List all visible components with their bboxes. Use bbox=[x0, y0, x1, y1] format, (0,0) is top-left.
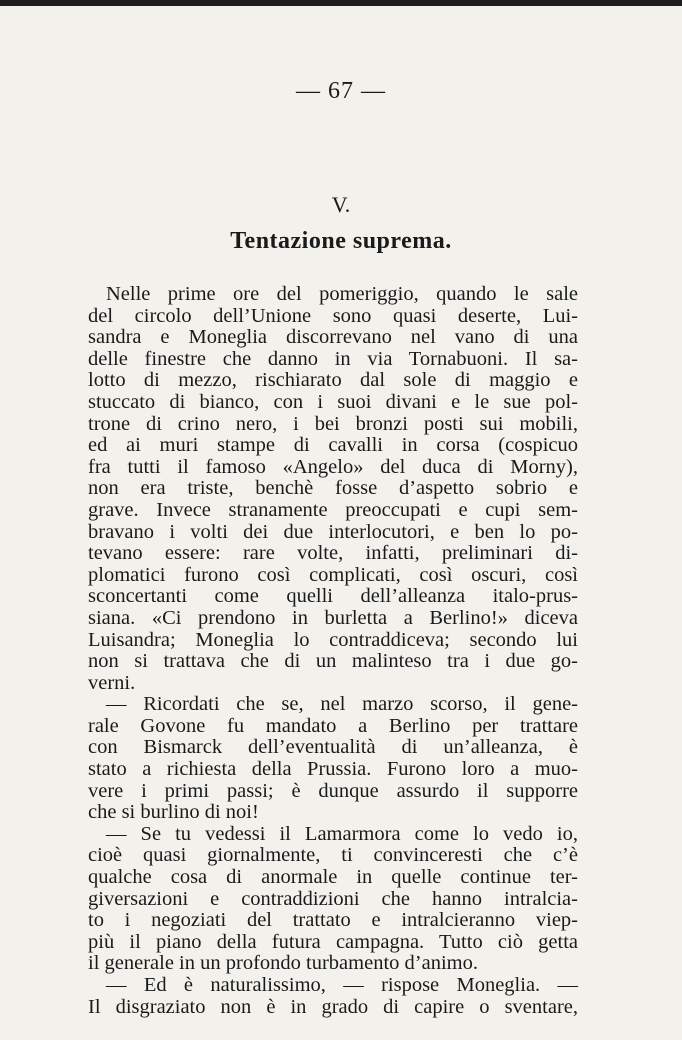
text-line: qualche cosa di anormale in quelle continue ter- bbox=[88, 866, 578, 889]
text-line: lotto di mezzo, rischiarato dal sole di maggio e bbox=[88, 369, 578, 392]
text-line: Nelle prime ore del pomeriggio, quando le sale bbox=[106, 283, 578, 305]
text-line: to i negoziati del trattato e intralcieranno viep- bbox=[88, 909, 578, 932]
text-line: tevano essere: rare volte, infatti, preliminari di- bbox=[88, 542, 578, 565]
text-line: delle finestre che danno in via Tornabuoni. Il sa- bbox=[88, 347, 578, 370]
text-line: bravano i volti dei due interlocutori, e ben lo po- bbox=[88, 520, 578, 543]
text-line: che si burlino di noi! bbox=[88, 801, 259, 824]
text-line: rale Govone fu mandato a Berlino per trattare bbox=[88, 714, 578, 737]
text-line: stuccato di bianco, con i suoi divani e le sue pol- bbox=[88, 390, 578, 413]
text-line: non era triste, benchè fosse d’aspetto sobrio e bbox=[88, 477, 578, 500]
text-line: cioè quasi giornalmente, ti convinceresti che c’è bbox=[88, 844, 578, 867]
text-line: sandra e Moneglia discorrevano nel vano di una bbox=[88, 326, 578, 349]
text-line: con Bismarck dell’eventualità di un’alleanza, è bbox=[88, 736, 578, 759]
text-line: — Ed è naturalissimo, — rispose Moneglia. — bbox=[106, 974, 578, 996]
text-line: il generale in un profondo turbamento d’animo. bbox=[88, 952, 478, 975]
text-line: Il disgraziato non è in grado di capire o sventare, bbox=[88, 995, 578, 1018]
text-line: giversazioni e contraddizioni che hanno intralcia- bbox=[88, 887, 578, 910]
text-line: più il piano della futura campagna. Tutto ciò getta bbox=[88, 930, 578, 953]
page-top-edge bbox=[0, 0, 682, 6]
text-line: vere i primi passi; è dunque assurdo il supporre bbox=[88, 779, 578, 802]
text-line: fra tutti il famoso «Angelo» del duca di Morny), bbox=[88, 455, 578, 478]
text-line: sconcertanti come quelli dell’alleanza italo-prus- bbox=[88, 585, 578, 608]
text-line: stato a richiesta della Prussia. Furono loro a muo- bbox=[88, 758, 578, 781]
body-text bbox=[88, 284, 578, 1018]
text-line: trone di crino nero, i bei bronzi posti sui mobili, bbox=[88, 412, 578, 435]
text-line: Luisandra; Moneglia lo contraddiceva; secondo lui bbox=[88, 628, 578, 651]
text-line: non si trattava che di un malinteso tra i due go- bbox=[88, 650, 578, 673]
chapter-title: Tentazione suprema. bbox=[230, 228, 452, 254]
page-number: — 67 — bbox=[296, 78, 386, 104]
text-line: plomatici furono così complicati, così oscuri, così bbox=[88, 563, 578, 586]
text-line: grave. Invece stranamente preoccupati e cupi sem- bbox=[88, 498, 578, 521]
text-line: siana. «Ci prendono in burletta a Berlino!» diceva bbox=[88, 606, 578, 629]
text-line: del circolo dell’Unione sono quasi deserte, Lui- bbox=[88, 304, 578, 327]
text-line: ed ai muri stampe di cavalli in corsa (cospicuo bbox=[88, 434, 578, 457]
text-line: verni. bbox=[88, 671, 136, 694]
chapter-number: V. bbox=[331, 192, 351, 217]
text-line: — Se tu vedessi il Lamarmora come lo vedo io, bbox=[106, 822, 578, 845]
text-line: — Ricordati che se, nel marzo scorso, il gene- bbox=[106, 693, 578, 716]
